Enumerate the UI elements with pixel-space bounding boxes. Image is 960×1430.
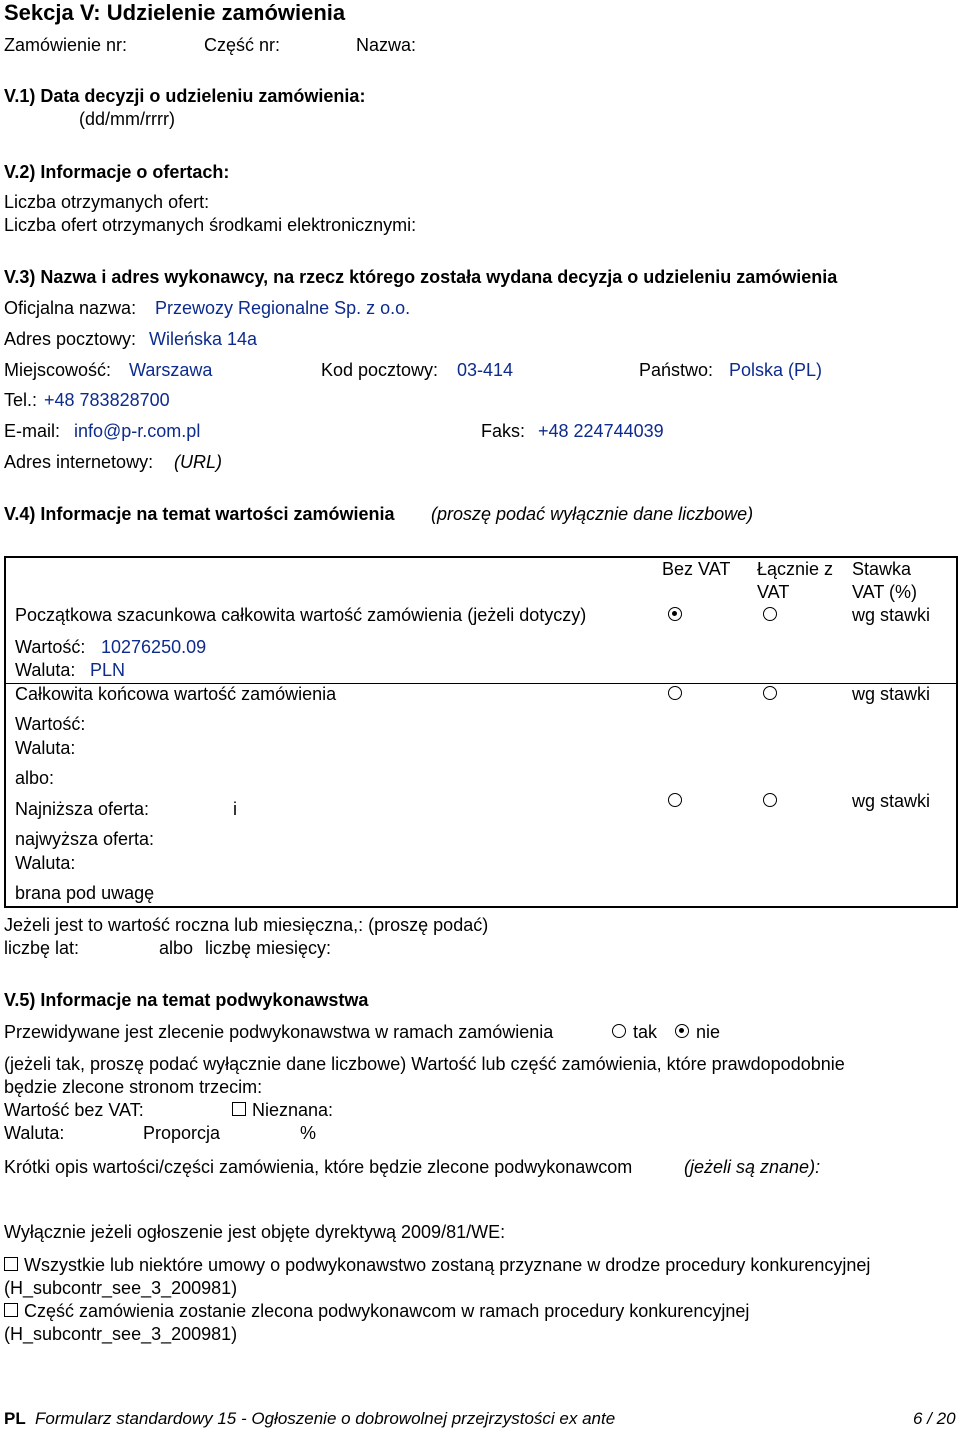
- subcontract-note-line2: będzie zlecone stronom trzecim:: [4, 1077, 263, 1097]
- unknown-label: Nieznana:: [252, 1100, 334, 1120]
- initial-currency-label: Waluta:: [15, 660, 76, 680]
- footer-language: PL: [4, 1409, 26, 1428]
- country-value: Polska (PL): [729, 360, 823, 380]
- option1-text-line2: (H_subcontr_see_3_200981): [4, 1278, 238, 1298]
- range-incl-vat-radio[interactable]: [763, 793, 777, 807]
- and-label: i: [233, 799, 237, 819]
- email-value: info@p-r.com.pl: [74, 421, 201, 441]
- email-label: E-mail:: [4, 421, 61, 441]
- date-format-hint: (dd/mm/rrrr): [79, 109, 175, 129]
- annual-note: Jeżeli jest to wartość roczna lub miesięczna,: (proszę podać): [4, 915, 489, 935]
- proportion-label: Proporcja: [143, 1123, 221, 1143]
- fax-label: Faks:: [481, 421, 526, 441]
- v3-heading: V.3) Nazwa i adres wykonawcy, na rzecz którego została wydana decyzja o udzieleniu zamówienia: [4, 267, 838, 287]
- subcontract-no-radio[interactable]: [675, 1024, 689, 1038]
- short-desc-label: Krótki opis wartości/części zamówienia, które będzie zlecone podwykonawcom: [4, 1157, 633, 1177]
- or-label-2: albo: [159, 938, 194, 958]
- final-vat-rate: wg stawki: [852, 684, 931, 704]
- directive-note: Wyłącznie jeżeli ogłoszenie jest objęte dyrektywą 2009/81/WE:: [4, 1222, 506, 1242]
- subcontract-no-label: nie: [696, 1022, 721, 1042]
- website-value: (URL): [174, 452, 222, 472]
- final-value-label: Całkowita końcowa wartość zamówienia: [15, 684, 337, 704]
- col-no-vat: Bez VAT: [662, 559, 731, 579]
- subcontract-note-line1: (jeżeli tak, proszę podać wyłącznie dane liczbowe) Wartość lub część zamówienia, które prawdopodobnie: [4, 1054, 845, 1074]
- considered-label: brana pod uwagę: [15, 883, 155, 903]
- tel-label: Tel.:: [4, 390, 38, 410]
- unknown-checkbox[interactable]: [232, 1102, 246, 1116]
- postal-code-label: Kod pocztowy:: [321, 360, 439, 380]
- subcontract-currency-label: Waluta:: [4, 1123, 65, 1143]
- footer-form-title: Formularz standardowy 15 - Ogłoszenie o dobrowolnej przejrzystości ex ante: [35, 1409, 616, 1428]
- city-value: Warszawa: [129, 360, 213, 380]
- subcontract-yes-label: tak: [633, 1022, 658, 1042]
- section-title: Sekcja V: Udzielenie zamówienia: [4, 0, 346, 25]
- option1-text-line1: Wszystkie lub niektóre umowy o podwykonawstwo zostaną przyznane w drodze procedury konkurencyjnej: [24, 1255, 871, 1275]
- range-vat-rate: wg stawki: [852, 791, 931, 811]
- months-label: liczbę miesięcy:: [205, 938, 332, 958]
- order-number-label: Zamówienie nr:: [4, 35, 128, 55]
- v2-heading: V.2) Informacje o ofertach:: [4, 162, 230, 182]
- range-no-vat-radio[interactable]: [668, 793, 682, 807]
- col-vat-rate-line1: Stawka: [852, 559, 912, 579]
- percent-sign: %: [300, 1123, 317, 1143]
- official-name-value: Przewozy Regionalne Sp. z o.o.: [155, 298, 411, 318]
- final-no-vat-radio[interactable]: [668, 686, 682, 700]
- or-label: albo:: [15, 768, 55, 788]
- fax-value: +48 224744039: [538, 421, 664, 441]
- initial-value: 10276250.09: [101, 637, 207, 657]
- highest-offer-label: najwyższa oferta:: [15, 829, 155, 849]
- part-number-label: Część nr:: [204, 35, 281, 55]
- col-incl-vat-line2: VAT: [757, 582, 790, 602]
- initial-currency: PLN: [90, 660, 126, 680]
- final-value-field-label: Wartość:: [15, 714, 86, 734]
- value-no-vat-label: Wartość bez VAT:: [4, 1100, 144, 1120]
- subcontract-yes-radio[interactable]: [612, 1024, 626, 1038]
- offers-electronic-label: Liczba ofert otrzymanych środkami elektronicznymi:: [4, 215, 417, 235]
- col-vat-rate-line2: VAT (%): [852, 582, 918, 602]
- address-label: Adres pocztowy:: [4, 329, 137, 349]
- initial-vat-rate: wg stawki: [852, 605, 931, 625]
- name-label: Nazwa:: [356, 35, 417, 55]
- initial-no-vat-radio[interactable]: [668, 607, 682, 621]
- range-currency-label: Waluta:: [15, 853, 76, 873]
- option2-checkbox[interactable]: [4, 1303, 18, 1317]
- offers-received-label: Liczba otrzymanych ofert:: [4, 192, 210, 212]
- years-label: liczbę lat:: [4, 938, 80, 958]
- official-name-label: Oficjalna nazwa:: [4, 298, 137, 318]
- subcontract-question: Przewidywane jest zlecenie podwykonawstwa w ramach zamówienia: [4, 1022, 554, 1042]
- v4-heading: V.4) Informacje na temat wartości zamówienia: [4, 504, 395, 524]
- final-incl-vat-radio[interactable]: [763, 686, 777, 700]
- v4-heading-note: (proszę podać wyłącznie dane liczbowe): [431, 504, 754, 524]
- footer-page-number: 6 / 20: [913, 1409, 956, 1428]
- col-incl-vat-line1: Łącznie z: [757, 559, 834, 579]
- short-desc-note: (jeżeli są znane):: [684, 1157, 821, 1177]
- initial-incl-vat-radio[interactable]: [763, 607, 777, 621]
- website-label: Adres internetowy:: [4, 452, 154, 472]
- country-label: Państwo:: [639, 360, 714, 380]
- v5-heading: V.5) Informacje na temat podwykonawstwa: [4, 990, 369, 1010]
- v1-heading: V.1) Data decyzji o udzieleniu zamówienia:: [4, 86, 366, 106]
- initial-value-field-label: Wartość:: [15, 637, 86, 657]
- option2-text-line1: Część zamówienia zostanie zlecona podwykonawcom w ramach procedury konkurencyjnej: [24, 1301, 750, 1321]
- lowest-offer-label: Najniższa oferta:: [15, 799, 150, 819]
- postal-code-value: 03-414: [457, 360, 514, 380]
- option1-checkbox[interactable]: [4, 1257, 18, 1271]
- initial-value-label: Początkowa szacunkowa całkowita wartość zamówienia (jeżeli dotyczy): [15, 605, 587, 625]
- final-currency-label: Waluta:: [15, 738, 76, 758]
- option2-text-line2: (H_subcontr_see_3_200981): [4, 1324, 238, 1344]
- address-value: Wileńska 14a: [149, 329, 258, 349]
- city-label: Miejscowość:: [4, 360, 112, 380]
- tel-value: +48 783828700: [44, 390, 170, 410]
